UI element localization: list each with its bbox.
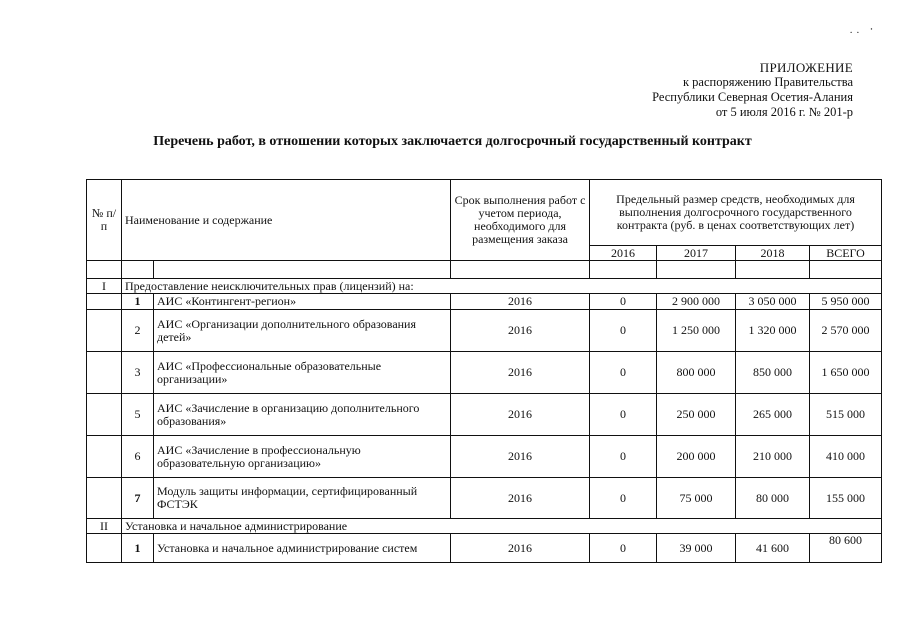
row-2017: 200 000 <box>657 436 736 478</box>
row-2016: 0 <box>590 436 657 478</box>
row-term: 2016 <box>451 436 590 478</box>
row-2017: 250 000 <box>657 394 736 436</box>
row-total: 515 000 <box>810 394 882 436</box>
row-total: 2 570 000 <box>810 310 882 352</box>
appendix-line-2: к распоряжению Правительства <box>682 75 853 89</box>
blank-cell <box>657 261 736 279</box>
header-2017: 2017 <box>657 246 736 261</box>
blank-cell <box>451 261 590 279</box>
row-term: 2016 <box>451 534 590 563</box>
row-2016: 0 <box>590 352 657 394</box>
row-term: 2016 <box>451 310 590 352</box>
row-2016: 0 <box>590 294 657 310</box>
row-total: 155 000 <box>810 478 882 519</box>
header-2016: 2016 <box>590 246 657 261</box>
blank-cell <box>810 261 882 279</box>
blank-cell <box>122 261 154 279</box>
empty-cell <box>87 310 122 352</box>
row-2018: 850 000 <box>736 352 810 394</box>
row-term: 2016 <box>451 294 590 310</box>
table-header <box>87 180 882 279</box>
table-row <box>87 394 882 436</box>
row-total: 5 950 000 <box>810 294 882 310</box>
row-num: 5 <box>122 394 154 436</box>
section-num: II <box>87 519 122 534</box>
empty-cell <box>87 352 122 394</box>
row-name: Модуль защиты информации, сертифицированный ФСТЭК <box>154 478 451 519</box>
row-2017: 75 000 <box>657 478 736 519</box>
row-total: 410 000 <box>810 436 882 478</box>
header-2018: 2018 <box>736 246 810 261</box>
document-title: Перечень работ, в отношении которых заключается долгосрочный государственный контракт <box>153 134 752 149</box>
header-term: Срок выполнения работ с учетом периода, необходимого для размещения заказа <box>451 180 590 261</box>
row-2017: 39 000 <box>657 534 736 563</box>
row-total: 1 650 000 <box>810 352 882 394</box>
row-2018: 41 600 <box>736 534 810 563</box>
blank-cell <box>154 261 451 279</box>
appendix-block <box>652 60 853 120</box>
section-row <box>87 519 882 534</box>
empty-cell <box>87 436 122 478</box>
section-title: Предоставление неисключительных прав (лицензий) на: <box>122 279 882 294</box>
table-row <box>87 352 882 394</box>
blank-cell <box>87 261 122 279</box>
row-num: 6 <box>122 436 154 478</box>
row-total: 80 600 <box>810 534 882 563</box>
row-2018: 265 000 <box>736 394 810 436</box>
row-2016: 0 <box>590 310 657 352</box>
header-name: Наименование и содержание <box>122 180 451 261</box>
table-row <box>87 310 882 352</box>
row-2017: 800 000 <box>657 352 736 394</box>
section-1 <box>87 279 882 519</box>
header-total: ВСЕГО <box>810 246 882 261</box>
header-num: № п/п <box>87 180 122 261</box>
row-2018: 210 000 <box>736 436 810 478</box>
row-num: 3 <box>122 352 154 394</box>
row-2018: 1 320 000 <box>736 310 810 352</box>
empty-cell <box>87 478 122 519</box>
table-row <box>87 436 882 478</box>
row-2018: 80 000 <box>736 478 810 519</box>
section-title: Установка и начальное администрирование <box>122 519 882 534</box>
row-term: 2016 <box>451 478 590 519</box>
section-2 <box>87 519 882 563</box>
table-row <box>87 478 882 519</box>
section-num: I <box>87 279 122 294</box>
row-name: Установка и начальное администрирование систем <box>154 534 451 563</box>
row-name: АИС «Контингент-регион» <box>154 294 451 310</box>
row-2017: 2 900 000 <box>657 294 736 310</box>
row-name: АИС «Профессиональные образовательные организации» <box>154 352 451 394</box>
blank-row <box>87 261 882 279</box>
section-row <box>87 279 882 294</box>
row-num: 1 <box>122 534 154 563</box>
corner-marks: .. ⸱ <box>849 24 877 36</box>
row-2017: 1 250 000 <box>657 310 736 352</box>
row-2018: 3 050 000 <box>736 294 810 310</box>
table-row <box>87 534 882 563</box>
contracts-table <box>86 179 882 563</box>
appendix-label: ПРИЛОЖЕНИЕ <box>759 60 853 75</box>
row-num: 1 <box>122 294 154 310</box>
blank-cell <box>590 261 657 279</box>
row-name: АИС «Организации дополнительного образования детей» <box>154 310 451 352</box>
table-row <box>87 294 882 310</box>
row-name: АИС «Зачисление в организацию дополнительного образования» <box>154 394 451 436</box>
appendix-line-3: Республики Северная Осетия-Алания <box>652 90 853 104</box>
row-2016: 0 <box>590 394 657 436</box>
empty-cell <box>87 294 122 310</box>
appendix-line-4: от 5 июля 2016 г. № 201-р <box>715 105 853 119</box>
row-2016: 0 <box>590 534 657 563</box>
empty-cell <box>87 394 122 436</box>
row-term: 2016 <box>451 394 590 436</box>
row-num: 2 <box>122 310 154 352</box>
header-limit: Предельный размер средств, необходимых для выполнения долгосрочного государственного контракта (руб. в ценах соответствующих лет) <box>590 180 882 246</box>
row-term: 2016 <box>451 352 590 394</box>
empty-cell <box>87 534 122 563</box>
row-num: 7 <box>122 478 154 519</box>
row-name: АИС «Зачисление в профессиональную образовательную организацию» <box>154 436 451 478</box>
blank-cell <box>736 261 810 279</box>
row-2016: 0 <box>590 478 657 519</box>
